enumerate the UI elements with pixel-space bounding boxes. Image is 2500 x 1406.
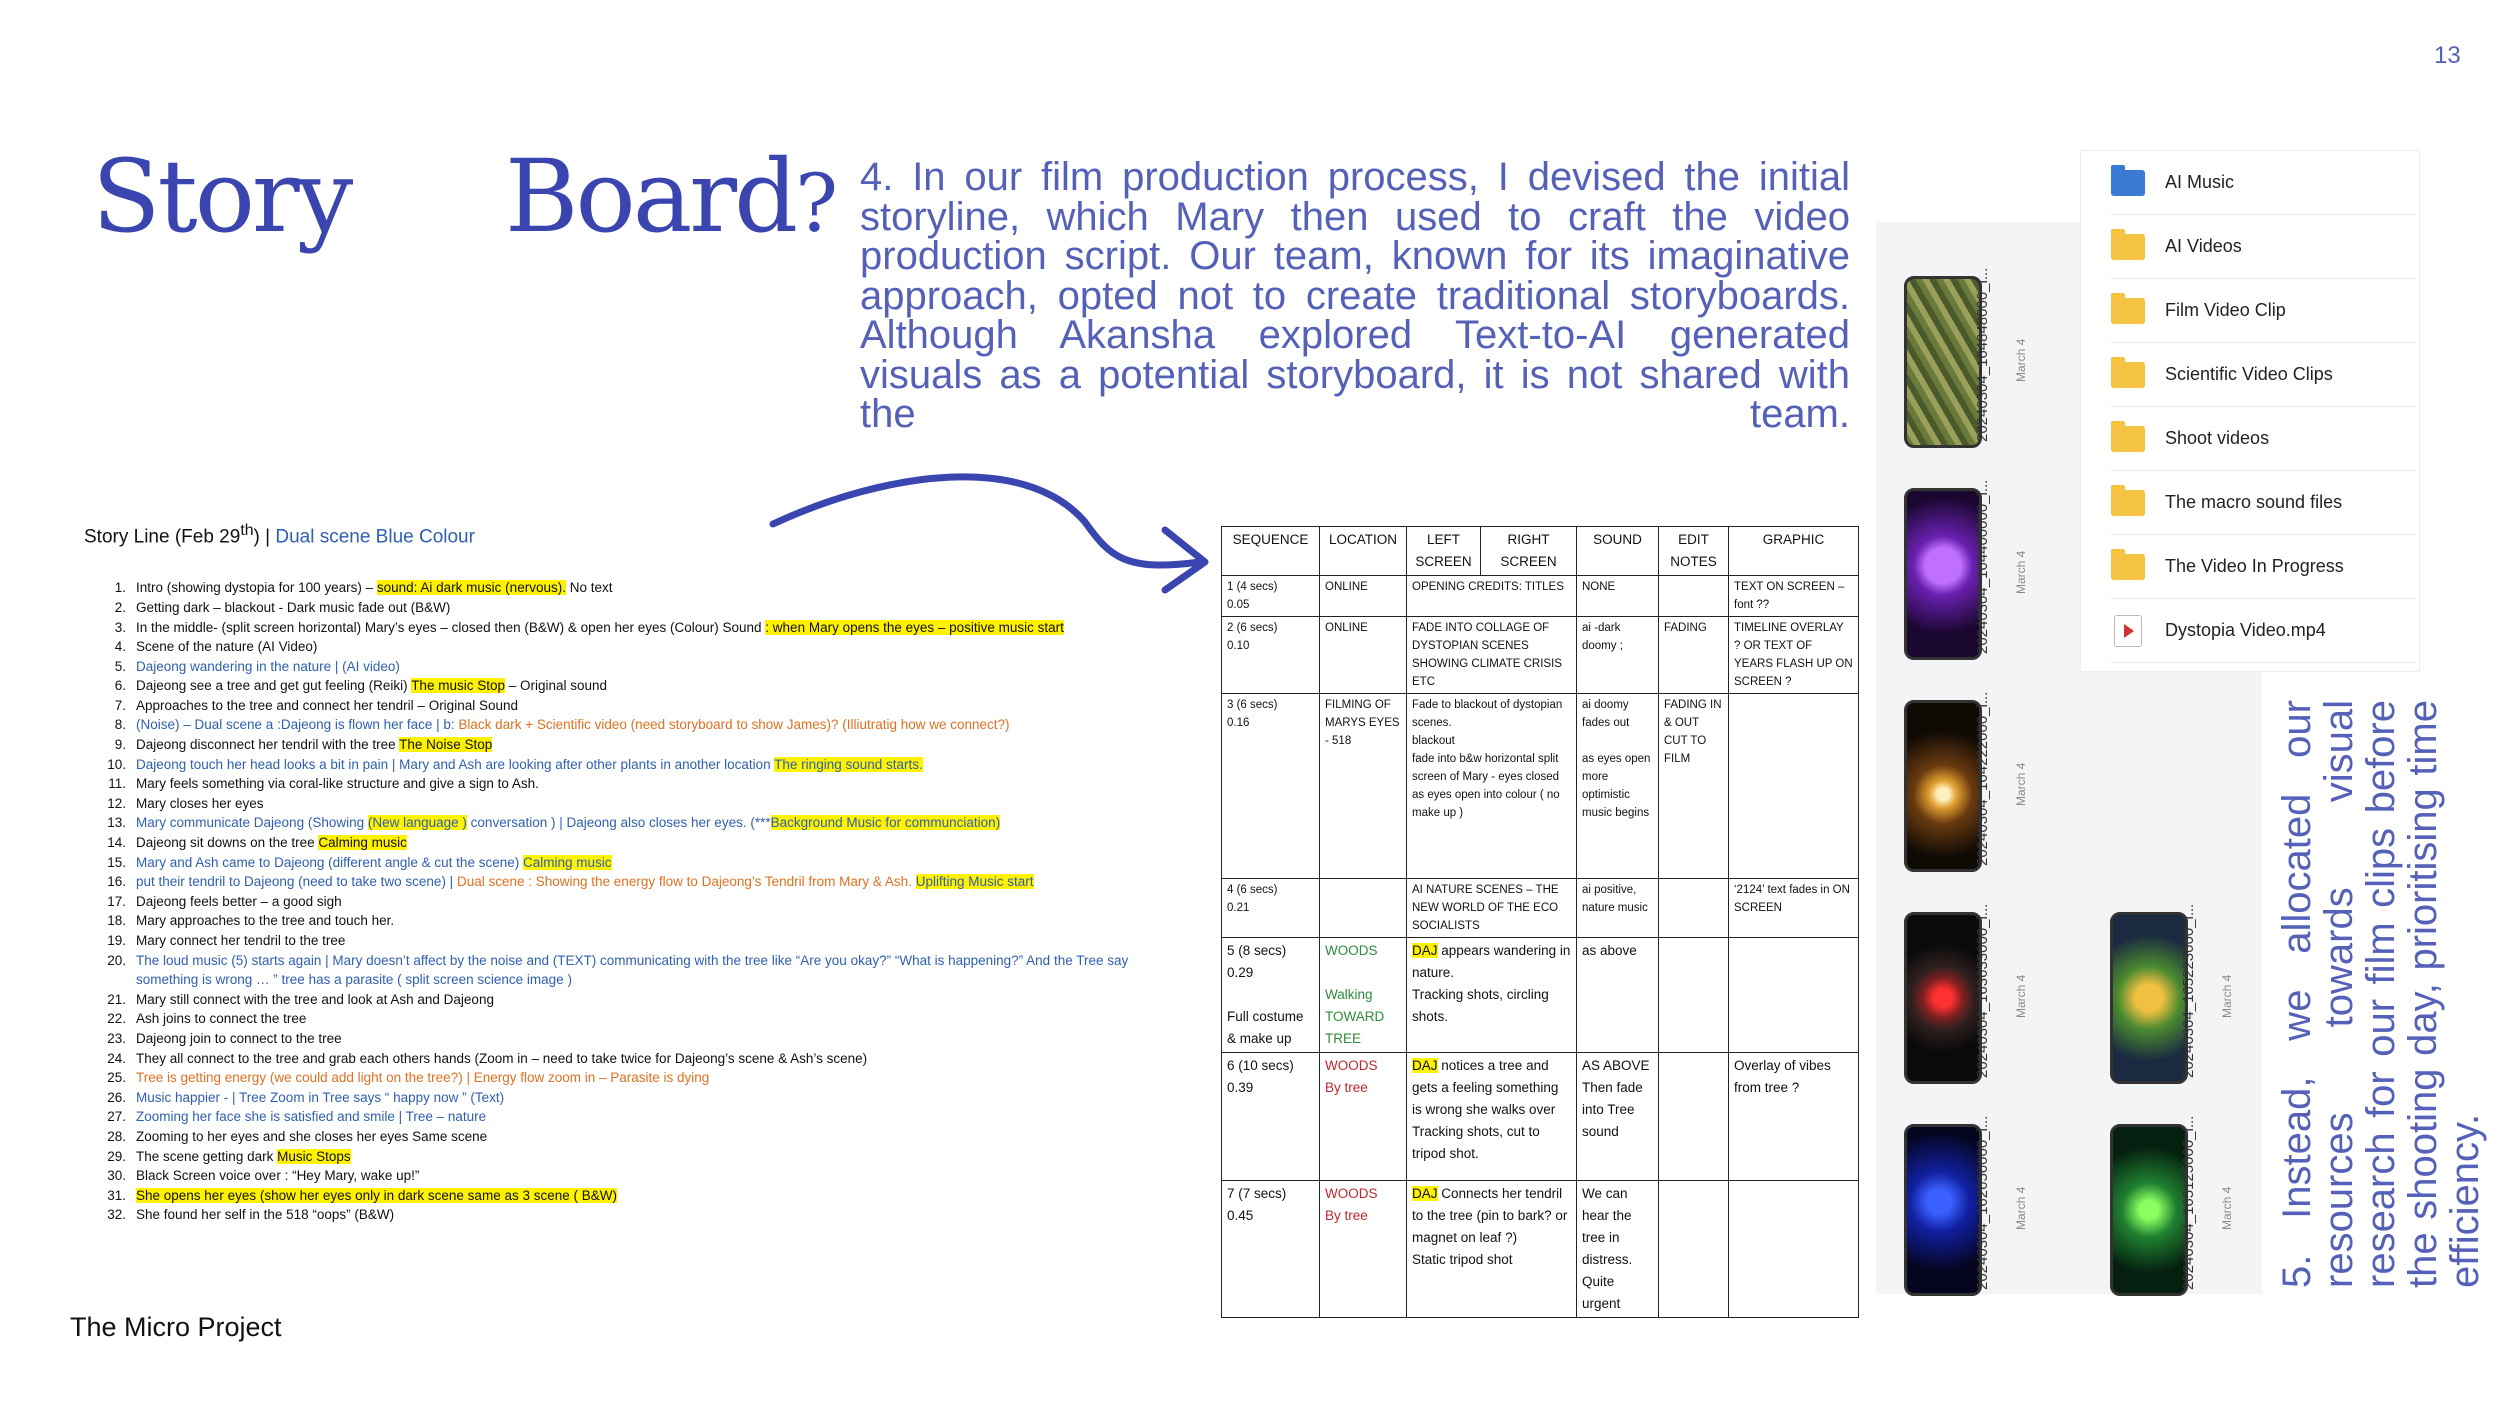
video-clip-tile[interactable]	[1876, 454, 2076, 654]
story-item-text	[136, 853, 1212, 873]
storyboard-table	[1221, 526, 1859, 1318]
story-line-item	[84, 774, 1212, 794]
folder-label: The macro sound files	[2165, 492, 2343, 512]
clip-filename: 20240304_164400000_i...	[1974, 479, 1991, 654]
folder-item[interactable]	[2111, 215, 2416, 279]
story-line-item	[84, 1088, 1212, 1108]
aerial-forest-thumbnail	[1904, 276, 1982, 448]
story-item-text	[136, 755, 1212, 775]
story-item-text	[136, 774, 1212, 794]
story-line-item	[84, 676, 1212, 696]
story-item-number: 30.	[107, 1168, 126, 1184]
table-cell-edit	[1659, 879, 1729, 938]
table-header-cell: SEQUENCE	[1222, 527, 1320, 576]
story-line-item	[84, 1107, 1212, 1127]
folder-label: Film Video Clip	[2165, 300, 2286, 320]
table-cell-loc: WOODS By tree	[1320, 1181, 1407, 1318]
story-item-text	[136, 1107, 1212, 1127]
story-item-text	[136, 794, 1212, 814]
clip-date: March 4	[2220, 1186, 2234, 1230]
table-cell-graphic	[1729, 694, 1859, 879]
story-item-number: 23.	[107, 1030, 126, 1046]
table-row	[1222, 1181, 1859, 1318]
screen-text: appears wandering in nature. Tracking shots, circling shots.	[1412, 943, 1571, 1024]
table-cell-sound: AS ABOVE Then fade into Tree sound	[1577, 1053, 1659, 1181]
clip-filename: 20240304_164848000_i...	[1974, 267, 1991, 442]
story-item-segment: Dual scene : Showing the energy flow to Dajeong’s Tendril from Mary & Ash.	[456, 874, 916, 890]
video-clip-tile[interactable]	[2082, 878, 2282, 1078]
story-item-segment: Mary approaches to the tree and touch her.	[136, 913, 395, 929]
story-line-item	[84, 1009, 1212, 1029]
table-cell-screen	[1407, 1053, 1577, 1181]
story-item-text	[136, 833, 1212, 853]
table-header-cell: EDIT NOTES	[1659, 527, 1729, 576]
table-cell-edit	[1659, 938, 1729, 1053]
story-item-segment: something is wrong … ” tree has a parasite ( split screen science image )	[136, 972, 572, 988]
folder-item[interactable]	[2111, 279, 2416, 343]
clip-filename: 20240304_162656000_i...	[1974, 1115, 1991, 1290]
story-item-segment: put their tendril to Dajeong (need to take two scene) |	[136, 874, 457, 890]
story-item-number: 5.	[114, 658, 126, 674]
story-line-heading-sup: th	[240, 522, 254, 539]
story-item-segment: Dajeong disconnect her tendril with the tree	[136, 737, 400, 753]
story-item-number: 15.	[107, 854, 126, 870]
table-row	[1222, 617, 1859, 694]
video-clip-tile[interactable]	[1876, 878, 2076, 1078]
story-item-segment: Mary feels something via coral-like structure and give a sign to Ash.	[136, 776, 539, 792]
story-item-segment: Intro (showing dystopia for 100 years) –	[136, 580, 377, 596]
table-cell-graphic: TEXT ON SCREEN – font ??	[1729, 576, 1859, 617]
story-item-number: 18.	[107, 913, 126, 929]
story-line-item	[84, 970, 1212, 990]
story-item-text	[136, 1127, 1212, 1147]
folder-item[interactable]	[2111, 151, 2416, 215]
story-item-segment: Dajeong touch her head looks a bit in pain | Mary and Ash are looking after other plants in another location	[136, 756, 775, 772]
table-cell-loc	[1320, 879, 1407, 938]
highlight-daj: DAJ	[1412, 1186, 1438, 1201]
story-line-item	[84, 696, 1212, 716]
story-item-text	[136, 990, 1212, 1010]
folder-item[interactable]	[2111, 471, 2416, 535]
story-item-segment: The scene getting dark	[136, 1148, 278, 1164]
story-line-item	[84, 813, 1212, 833]
story-line-item	[84, 1049, 1212, 1069]
folder-label: AI Videos	[2165, 236, 2242, 256]
clip-date: March 4	[2014, 550, 2028, 594]
story-item-number: 14.	[107, 835, 126, 851]
story-line-item	[84, 1068, 1212, 1088]
story-item-text	[136, 1009, 1212, 1029]
story-line-item	[84, 853, 1212, 873]
story-item-number: 17.	[107, 893, 126, 909]
story-item-number: 22.	[107, 1011, 126, 1027]
title-board	[505, 138, 838, 255]
story-line-list	[84, 578, 1212, 1225]
folder-item[interactable]	[2111, 343, 2416, 407]
story-item-number: 8.	[114, 717, 126, 733]
story-item-number: 32.	[107, 1207, 126, 1223]
table-cell-screen: FADE INTO COLLAGE OF DYSTOPIAN SCENES SHOWING CLIMATE CRISIS ETC	[1407, 617, 1577, 694]
table-row	[1222, 694, 1859, 879]
story-item-number	[84, 970, 136, 990]
green-glow-thumbnail	[2110, 1124, 2188, 1296]
folder-item[interactable]	[2111, 599, 2416, 663]
blue-glow-thumbnail	[1904, 1124, 1982, 1296]
video-clip-tile[interactable]	[1876, 242, 2076, 442]
story-item-segment: No text	[565, 580, 613, 596]
clip-filename: 20240304_165223000_i...	[2180, 903, 2197, 1078]
story-item-number: 20.	[107, 952, 126, 968]
story-line-heading	[84, 522, 1212, 548]
story-item-text	[136, 1068, 1212, 1088]
story-item-number: 21.	[107, 991, 126, 1007]
story-item-segment: Ash joins to connect the tree	[136, 1011, 307, 1027]
story-item-segment: The ringing sound starts.	[774, 756, 923, 772]
story-line-heading-end: ) |	[253, 526, 276, 548]
story-line-heading-blue: Dual scene Blue Colour	[275, 526, 475, 548]
table-cell-sound: NONE	[1577, 576, 1659, 617]
table-cell-edit: FADING IN & OUT CUT TO FILM	[1659, 694, 1729, 879]
table-cell-graphic: ‘2124’ text fades in ON SCREEN	[1729, 879, 1859, 938]
table-cell-graphic: Overlay of vibes from tree ?	[1729, 1053, 1859, 1181]
story-item-segment: Dajeong see a tree and get gut feeling (Reiki)	[136, 678, 412, 694]
story-item-segment: Black Screen voice over : “Hey Mary, wake up!”	[136, 1168, 420, 1184]
table-cell-sound: We can hear the tree in distress. Quite urgent	[1577, 1181, 1659, 1318]
folder-icon	[2111, 490, 2145, 516]
folder-item[interactable]	[2111, 407, 2416, 471]
folder-item[interactable]	[2111, 535, 2416, 599]
folder-icon	[2111, 362, 2145, 388]
story-item-number: 11.	[108, 776, 126, 792]
story-item-text	[136, 970, 1212, 990]
story-line-item	[84, 951, 1212, 971]
story-item-segment: Mary and Ash came to Dajeong (different angle & cut the scene)	[136, 854, 523, 870]
table-cell-screen: OPENING CREDITS: TITLES	[1407, 576, 1577, 617]
video-file-icon	[2114, 615, 2142, 647]
story-line-item	[84, 1147, 1212, 1167]
table-cell-loc: WOODS By tree	[1320, 1053, 1407, 1181]
table-row	[1222, 1053, 1859, 1181]
table-cell-seq: 3 (6 secs) 0.16	[1222, 694, 1320, 879]
story-item-text	[136, 1088, 1212, 1108]
brand-name: The Micro Project	[70, 1312, 282, 1342]
story-item-text	[136, 1205, 1212, 1225]
folder-label: AI Music	[2165, 172, 2235, 192]
story-item-text	[136, 598, 1212, 618]
table-cell-sound: as above	[1577, 938, 1659, 1053]
story-item-segment: Music happier - | Tree Zoom in Tree says “ happy now ” (Text)	[136, 1089, 505, 1105]
story-item-number: 12.	[107, 795, 126, 811]
folder-label: The Video In Progress	[2165, 556, 2344, 576]
table-header-cell: GRAPHIC	[1729, 527, 1859, 576]
story-item-number: 19.	[107, 933, 126, 949]
table-cell-sound: ai -dark doomy ;	[1577, 617, 1659, 694]
table-row	[1222, 576, 1859, 617]
story-item-text	[136, 1166, 1212, 1186]
story-item-number: 9.	[114, 737, 126, 753]
story-item-segment: (New language )	[367, 815, 467, 831]
story-item-text	[136, 931, 1212, 951]
story-item-segment: The loud music (5) starts again | Mary doesn’t affect by the noise and (TEXT) communicating with the tree like “Are you okay?” “What is happening?” And the Tree say	[136, 952, 1129, 968]
video-clip-tile[interactable]	[1876, 1090, 2076, 1290]
table-cell-loc: ONLINE	[1320, 576, 1407, 617]
table-cell-edit	[1659, 576, 1729, 617]
story-item-text	[136, 1147, 1212, 1167]
light-burst-thumbnail	[1904, 700, 1982, 872]
table-cell-screen	[1407, 1181, 1577, 1318]
table-row	[1222, 938, 1859, 1053]
table-header-cell: SOUND	[1577, 527, 1659, 576]
story-line-item	[84, 755, 1212, 775]
story-item-text	[136, 578, 1212, 598]
highlight-daj: DAJ	[1412, 1058, 1438, 1073]
story-item-segment: Zooming her face she is satisfied and smile | Tree – nature	[136, 1109, 487, 1125]
clip-date: March 4	[2014, 1186, 2028, 1230]
story-item-segment: Dajeong wandering in the nature | (AI video)	[136, 658, 400, 674]
table-cell-seq: 2 (6 secs) 0.10	[1222, 617, 1320, 694]
story-item-text	[136, 735, 1212, 755]
story-item-text	[136, 1186, 1212, 1206]
story-item-segment: The Noise Stop	[399, 737, 493, 753]
research-note: 5. Instead, we allocated our resources towards visual research for our film clips before the shooting day, prioritising time efficiency.	[2275, 700, 2487, 1288]
story-line-item	[84, 872, 1212, 892]
story-line-heading-text: Story Line (Feb 29	[84, 526, 241, 548]
golden-tree-thumbnail	[2110, 912, 2188, 1084]
story-line-item	[84, 931, 1212, 951]
table-row	[1222, 879, 1859, 938]
story-line-item	[84, 1029, 1212, 1049]
story-item-text	[136, 872, 1212, 892]
story-line-item	[84, 892, 1212, 912]
folder-icon	[2111, 234, 2145, 260]
screen-text: Connects her tendril to the tree (pin to bark? or magnet on leaf ?) Static tripod shot	[1412, 1186, 1568, 1267]
clip-date: March 4	[2014, 338, 2028, 382]
page-number: 13	[2434, 42, 2461, 69]
story-item-number: 25.	[107, 1070, 126, 1086]
table-cell-edit	[1659, 1181, 1729, 1318]
title-board-word: Board	[505, 138, 796, 255]
story-item-segment: Getting dark – blackout - Dark music fade out (B&W)	[136, 599, 451, 615]
story-item-segment: Scene of the nature (AI Video)	[136, 639, 318, 655]
story-line-item	[84, 1205, 1212, 1225]
story-item-text	[136, 892, 1212, 912]
table-cell-sound: ai doomy fades out as eyes open more optimistic music begins	[1577, 694, 1659, 879]
folder-label: Shoot videos	[2165, 428, 2270, 448]
highlight-daj: DAJ	[1412, 943, 1438, 958]
folder-icon	[2111, 554, 2145, 580]
folder-label: Dystopia Video.mp4	[2165, 620, 2326, 640]
table-cell-graphic	[1729, 938, 1859, 1053]
clip-date: March 4	[2220, 974, 2234, 1018]
table-header-cell: LOCATION	[1320, 527, 1407, 576]
story-item-segment: Approaches to the tree and connect her tendril – Original Sound	[136, 697, 518, 713]
story-item-number: 3.	[114, 619, 126, 635]
folder-list	[2080, 150, 2420, 672]
story-line-item	[84, 735, 1212, 755]
story-item-number: 7.	[114, 697, 126, 713]
table-cell-edit: FADING	[1659, 617, 1729, 694]
story-line-item	[84, 911, 1212, 931]
title-question-mark: ?	[795, 157, 839, 250]
story-line-item	[84, 990, 1212, 1010]
story-item-segment: She opens her eyes (show her eyes only in dark scene same as 3 scene ( B&W)	[136, 1187, 617, 1203]
story-item-number: 26.	[107, 1089, 126, 1105]
folder-icon	[2111, 426, 2145, 452]
story-item-segment: They all connect to the tree and grab each others hands (Zoom in – need to take twice for Dajeong’s scene & Ash’s scene)	[136, 1050, 868, 1066]
story-item-number: 27.	[107, 1109, 126, 1125]
story-item-segment: Zooming to her eyes and she closes her eyes Same scene	[136, 1128, 488, 1144]
story-item-segment: Mary connect her tendril to the tree	[136, 933, 346, 949]
story-item-number: 29.	[107, 1148, 126, 1164]
story-line-item	[84, 833, 1212, 853]
story-item-segment: : when Mary opens the eyes – positive music start	[765, 619, 1064, 635]
story-item-text	[136, 637, 1212, 657]
story-line-item	[84, 618, 1212, 638]
story-item-number: 4.	[114, 639, 126, 655]
table-cell-screen	[1407, 938, 1577, 1053]
story-item-number: 10.	[107, 756, 126, 772]
clip-filename: 20240304_165125000_i...	[2180, 1115, 2197, 1290]
story-item-text	[136, 1029, 1212, 1049]
story-item-segment: Music Stops	[277, 1148, 351, 1164]
blue-folder-icon	[2111, 170, 2145, 196]
clip-filename: 20240304_164222000_i...	[1974, 691, 1991, 866]
story-item-text	[136, 951, 1212, 971]
story-item-segment: conversation ) | Dajeong also closes her eyes. (***	[466, 815, 771, 831]
story-item-number: 13.	[107, 815, 126, 831]
folder-label: Scientific Video Clips	[2165, 364, 2333, 384]
clip-date: March 4	[2014, 974, 2028, 1018]
story-item-segment: Background Music for communciation)	[770, 815, 1001, 831]
folder-icon	[2111, 298, 2145, 324]
story-item-segment: sound: Ai dark music (nervous).	[376, 580, 566, 596]
story-line-item	[84, 578, 1212, 598]
story-item-segment: Mary closes her eyes	[136, 795, 264, 811]
screen-text: notices a tree and gets a feeling something is wrong she walks over Tracking shots, cut to tripod shot.	[1412, 1058, 1559, 1161]
story-line-item	[84, 1166, 1212, 1186]
story-item-segment: In the middle- (split screen horizontal) Mary’s eyes – closed then (B&W) & open her eyes (Colour) Sound	[136, 619, 766, 635]
purple-object-thumbnail	[1904, 488, 1982, 660]
story-line-item	[84, 657, 1212, 677]
story-line-item	[84, 637, 1212, 657]
video-clip-tile[interactable]	[1876, 666, 2076, 866]
story-item-segment: The music Stop	[411, 678, 505, 694]
story-item-segment: She found her self in the 518 “oops” (B&W)	[136, 1207, 395, 1223]
table-cell-seq: 4 (6 secs) 0.21	[1222, 879, 1320, 938]
table-cell-graphic	[1729, 1181, 1859, 1318]
table-header-row	[1222, 527, 1859, 576]
story-item-text	[136, 1049, 1212, 1069]
story-item-segment: Uplifting Music start	[915, 874, 1034, 890]
table-cell-edit	[1659, 1053, 1729, 1181]
table-cell-screen: Fade to blackout of dystopian scenes. blackout fade into b&w horizontal split screen of Mary - eyes closed as eyes open into colour ( no make up )	[1407, 694, 1577, 879]
table-cell-seq: 5 (8 secs) 0.29 Full costume & make up	[1222, 938, 1320, 1053]
title-story: Story	[92, 138, 351, 255]
story-item-text	[136, 657, 1212, 677]
table-cell-seq: 7 (7 secs) 0.45	[1222, 1181, 1320, 1318]
story-item-text	[136, 813, 1212, 833]
story-item-segment: Dajeong feels better – a good sigh	[136, 893, 342, 909]
table-header-cell: LEFT SCREEN	[1407, 527, 1481, 576]
story-line-item	[84, 1186, 1212, 1206]
video-clip-tile[interactable]	[2082, 1090, 2282, 1290]
story-item-segment: Mary still connect with the tree and look at Ash and Dajeong	[136, 991, 494, 1007]
story-line-item	[84, 715, 1212, 735]
table-cell-loc: WOODS Walking TOWARD TREE	[1320, 938, 1407, 1053]
story-item-segment: (Noise) – Dual scene a :Dajeong is flown her face | b:	[136, 717, 459, 733]
story-item-text	[136, 911, 1212, 931]
story-item-number: 2.	[114, 599, 126, 615]
story-line-document	[84, 522, 1212, 1225]
story-item-segment: Dajeong join to connect to the tree	[136, 1030, 342, 1046]
intro-paragraph: 4. In our film production process, I devised the initial storyline, which Mary then used to craft the video production script. Our team, known for its imaginative approach, opted not to create traditional storyboards. Although Akansha explored Text-to-AI generated visuals as a potential storyboard, it is not shared with the team.	[860, 155, 1850, 436]
table-header-cell: RIGHT SCREEN	[1481, 527, 1577, 576]
table-cell-screen: AI NATURE SCENES – THE NEW WORLD OF THE ECO SOCIALISTS	[1407, 879, 1577, 938]
story-item-text	[136, 676, 1212, 696]
table-cell-seq: 1 (4 secs) 0.05	[1222, 576, 1320, 617]
table-cell-sound: ai positive, nature music	[1577, 879, 1659, 938]
table-cell-graphic: TIMELINE OVERLAY ? OR TEXT OF YEARS FLASH UP ON SCREEN ?	[1729, 617, 1859, 694]
story-item-number: 24.	[107, 1050, 126, 1066]
clip-date: March 4	[2014, 762, 2028, 806]
story-line-item	[84, 1127, 1212, 1147]
table-cell-loc: FILMING OF MARYS EYES - 518	[1320, 694, 1407, 879]
story-item-segment: Tree is getting energy (we could add light on the tree?) | Energy flow zoom in – Parasite is dying	[136, 1070, 710, 1086]
story-item-segment: Black dark + Scientific video (need storyboard to show James)? (Illiutratig how we connect?)	[458, 717, 1010, 733]
story-item-text	[136, 618, 1212, 638]
red-lens-thumbnail	[1904, 912, 1982, 1084]
story-line-item	[84, 794, 1212, 814]
story-item-number: 31.	[107, 1187, 126, 1203]
story-item-text	[136, 696, 1212, 716]
story-item-number: 6.	[114, 678, 126, 694]
story-item-text	[136, 715, 1212, 735]
table-cell-seq: 6 (10 secs) 0.39	[1222, 1053, 1320, 1181]
story-item-number: 28.	[107, 1128, 126, 1144]
story-item-segment: – Original sound	[504, 678, 608, 694]
story-item-segment: Dajeong sit downs on the tree	[136, 835, 319, 851]
story-item-segment: Mary communicate Dajeong (Showing	[136, 815, 368, 831]
story-item-number: 1.	[114, 580, 126, 596]
story-item-segment: Calming music	[522, 854, 612, 870]
story-line-item	[84, 598, 1212, 618]
story-item-segment: Calming music	[318, 835, 407, 851]
clip-filename: 20240304_163633000_i...	[1974, 903, 1991, 1078]
table-cell-loc: ONLINE	[1320, 617, 1407, 694]
story-item-number: 16.	[107, 874, 126, 890]
